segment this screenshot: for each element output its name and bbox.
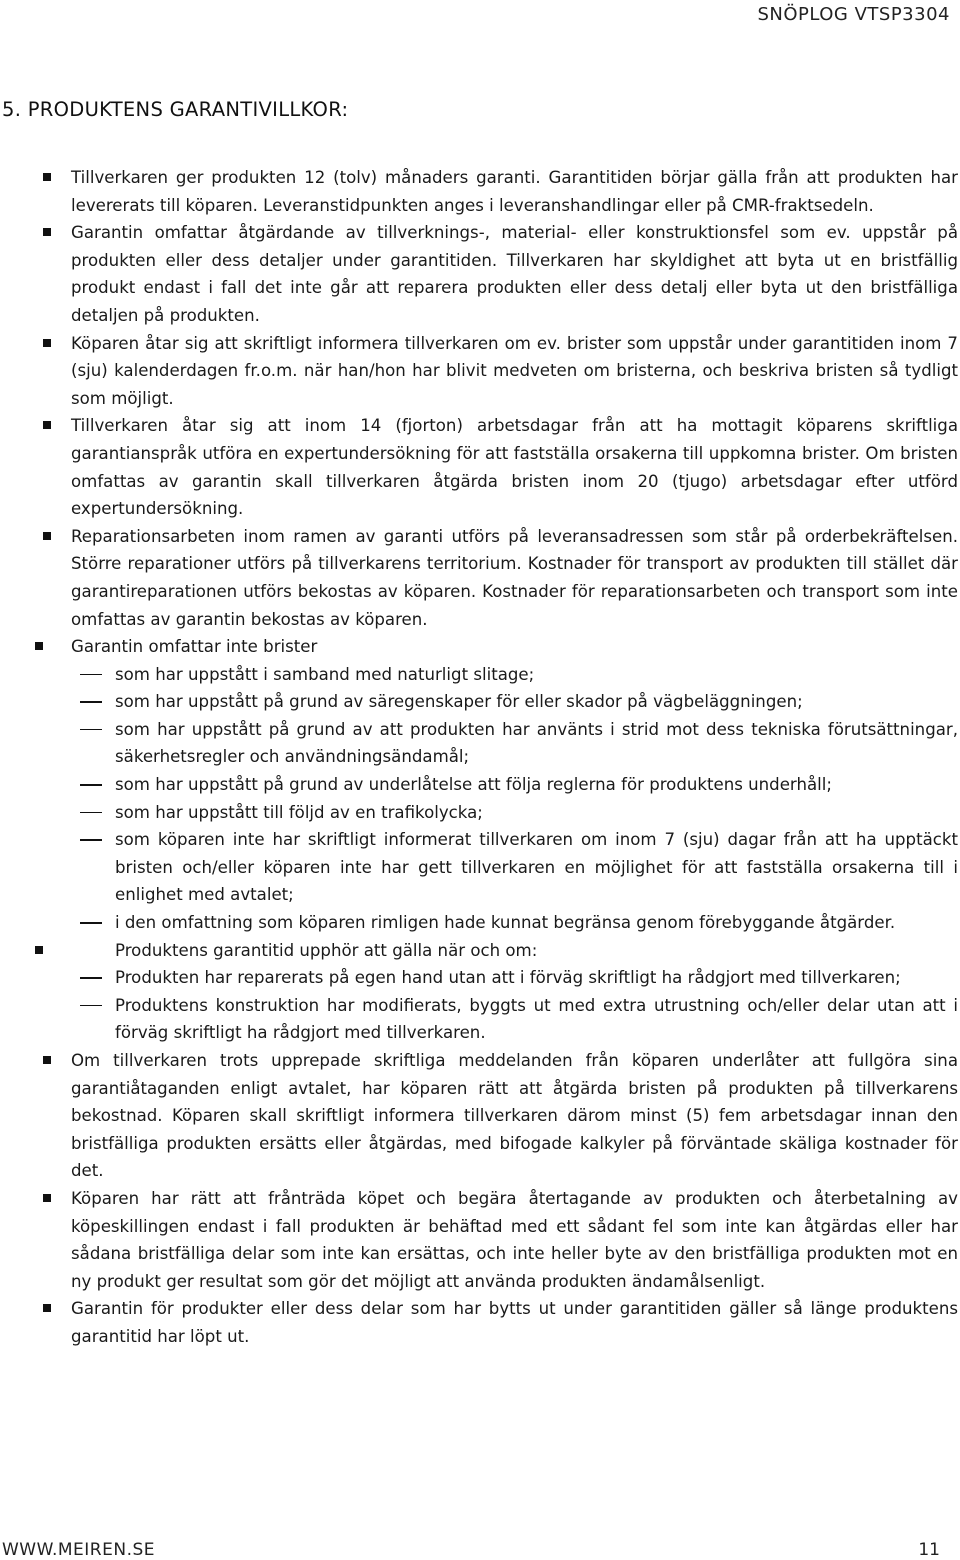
- exclusion-item: som köparen inte har skriftligt informerat tillverkaren om inom 7 (sju) dagar från att ha upptäckt bristen och/eller köparen inte har gett tillverkaren en möjlighet för att fastställa orsakerna till i enlighet med avtalet;: [0, 826, 960, 909]
- termination-item: Produkten har reparerats på egen hand utan att i förväg skriftligt ha rådgjort med tillverkaren;: [0, 964, 960, 992]
- list-item: Garantin omfattar inte brister: [0, 633, 960, 661]
- dash-icon: [80, 839, 102, 841]
- exclusion-item: som har uppstått till följd av en trafikolycka;: [0, 799, 960, 827]
- list-item: Köparen har rätt att frånträda köpet och begära återtagande av produkten och återbetalning av köpeskillingen endast i fall produkten är behäftad med ett sådant fel som inte kan åtgärdas eller har sådana bristfälliga delar som inte kan ersättas, och inte heller byte av den bristfälliga produkten mot en ny produkt ger resultat som gör det möjligt att använda produkten ändamålsenligt.: [0, 1185, 960, 1295]
- bullet-square-icon: [43, 339, 51, 347]
- bullet-square-icon: [43, 228, 51, 236]
- list-item: Garantin för produkter eller dess delar som har bytts ut under garantitiden gäller så länge produktens garantitid har löpt ut.: [0, 1295, 960, 1350]
- section-title: 5. PRODUKTENS GARANTIVILLKOR:: [2, 98, 349, 121]
- page-number: 11: [918, 1540, 940, 1560]
- dash-icon: [80, 701, 102, 703]
- list-item: Tillverkaren ger produkten 12 (tolv) månaders garanti. Garantitiden börjar gälla från att produkten har levererats till köparen. Leveranstidpunkten anges i leveranshandlingar eller på CMR-fraktsedeln.: [0, 164, 960, 219]
- document-header-title: SNÖPLOG VTSP3304: [757, 4, 950, 25]
- exclusion-item: som har uppstått på grund av att produkten har använts i strid mot dess tekniska förutsättningar, säkerhetsregler och användningsändamål;: [0, 716, 960, 771]
- bullet-square-icon: [35, 946, 43, 954]
- bullet-square-icon: [43, 173, 51, 181]
- list-item: Reparationsarbeten inom ramen av garanti utförs på leveransadressen som står på orderbekräftelsen. Större reparationer utförs på tillverkarens territorium. Kostnader för transport av produkten till stället där garantireparationen utförs bekostas av köparen. Kostnader för reparationsarbeten och transport som inte omfattas av garantin bekostas av köparen.: [0, 523, 960, 633]
- list-item: Garantin omfattar åtgärdande av tillverknings-, material- eller konstruktionsfel som ev. uppstår på produkten eller dess detaljer under garantitiden. Tillverkaren har skyldighet att byta ut en bristfällig produkt endast i fall det inte går att reparera produkten eller dess detalj eller byta ut den bristfälliga detaljen på produkten.: [0, 219, 960, 329]
- exclusion-item: i den omfattning som köparen rimligen hade kunnat begränsa genom förebyggande åtgärder.: [0, 909, 960, 937]
- exclusion-item: som har uppstått på grund av säregenskaper för eller skador på vägbeläggningen;: [0, 688, 960, 716]
- dash-icon: [80, 729, 102, 731]
- warranty-terms: [0, 164, 960, 1351]
- dash-icon: [80, 1005, 102, 1007]
- dash-icon: [80, 922, 102, 924]
- bullet-square-icon: [43, 421, 51, 429]
- exclusion-item: som har uppstått på grund av underlåtelse att följa reglerna för produktens underhåll;: [0, 771, 960, 799]
- dash-icon: [80, 812, 102, 814]
- bullet-square-icon: [35, 642, 43, 650]
- dash-icon: [80, 977, 102, 979]
- bullet-square-icon: [43, 1194, 51, 1202]
- list-item: Tillverkaren åtar sig att inom 14 (fjorton) arbetsdagar från att ha mottagit köparens skriftliga garantianspråk utföra en expertundersökning för att fastställa orsakerna till uppkomna brister. Om bristen omfattas av garantin skall tillverkaren åtgärda bristen inom 20 (tjugo) arbetsdagar efter utförd expertundersökning.: [0, 412, 960, 522]
- bullet-square-icon: [43, 1056, 51, 1064]
- dash-icon: [80, 784, 102, 786]
- bullet-square-icon: [43, 532, 51, 540]
- dash-icon: [80, 674, 102, 676]
- termination-heading-item: Produktens garantitid upphör att gälla när och om:: [0, 937, 960, 965]
- termination-item: Produktens konstruktion har modifierats, byggts ut med extra utrustning och/eller delar utan att i förväg skriftligt ha rådgjort med tillverkaren.: [0, 992, 960, 1047]
- list-item: Om tillverkaren trots upprepade skriftliga meddelanden från köparen underlåter att fullgöra sina garantiåtaganden enligt avtalet, har köparen rätt att åtgärda bristen på produkten på tillverkarens bekostnad. Köparen skall skriftligt informera tillverkaren därom minst (5) fem arbetsdagar innan den bristfälliga produkten ersätts eller åtgärdas, med bifogade kalkyler på förväntade skäliga kostnader för det.: [0, 1047, 960, 1185]
- bullet-square-icon: [43, 1304, 51, 1312]
- footer-website: WWW.MEIREN.SE: [2, 1540, 156, 1560]
- exclusion-item: som har uppstått i samband med naturligt slitage;: [0, 661, 960, 689]
- list-item: Köparen åtar sig att skriftligt informera tillverkaren om ev. brister som uppstår under garantitiden inom 7 (sju) kalenderdagen fr.o.m. när han/hon har blivit medveten om bristerna, och beskriva bristen så tydligt som möjligt.: [0, 330, 960, 413]
